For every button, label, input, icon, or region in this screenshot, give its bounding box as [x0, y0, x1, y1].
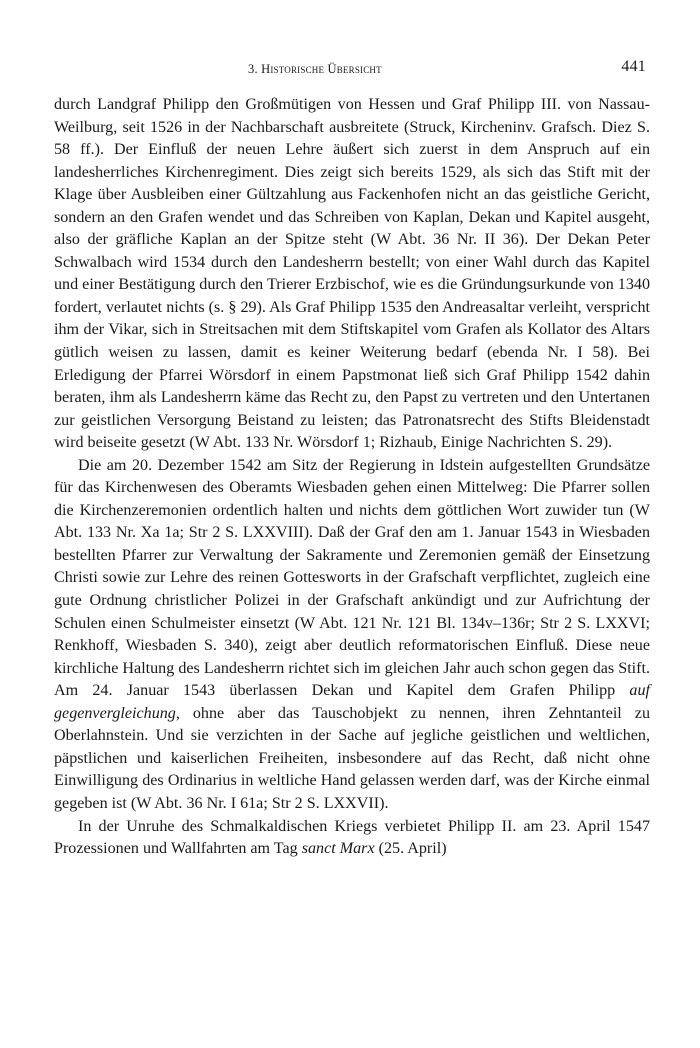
paragraph-2-italic-quote: auf gegenvergleichung: [54, 682, 650, 722]
page-number: 441: [621, 58, 646, 75]
paragraph-2-text-b: , ohne aber das Tauschobjekt zu nennen, ihren Zehntanteil zu Oberlahnstein. Und sie verzichten in der Sache auf jegliche geistlichen und weltlichen, päpstlichen und kaiserlichen Freiheiten, insbesondere auf das Recht, daß nicht ohne Einwilligung des Ordinarius in weltliche Hand gelassen werden darf, was der Kirche einmal gegeben ist (W Abt. 36 Nr. I 61a; Str 2 S. LXXVII).: [54, 704, 650, 812]
paragraph-3: [54, 816, 650, 861]
paragraph-3-text-a: In der Unruhe des Schmalkaldischen Kriegs verbietet Philipp II. am 23. April 1547 Prozessionen und Wallfahrten am Tag: [54, 817, 650, 858]
paragraph-1: durch Landgraf Philipp den Großmütigen von Hessen und Graf Philipp III. von Nassau-Weilburg, seit 1526 in der Nachbarschaft ausbreitete (Struck, Kircheninv. Grafsch. Diez S. 58 ff.). Der Einfluß der neuen Lehre äußert sich zuerst in dem Anspruch auf ein landesherrliches Kirchenregiment. Dies zeigt sich bereits 1529, als sich das Stift mit der Klage über Ausbleiben einer Gültzahlung aus Fackenhofen nicht an das geistliche Gericht, sondern an den Grafen wendet und das Schreiben von Kaplan, Dekan und Kapitel ausgeht, also der gräfliche Kaplan an der Spitze steht (W Abt. 36 Nr. II 36). Der Dekan Peter Schwalbach wird 1534 durch den Landesherrn bestellt; von einer Wahl durch das Kapitel und einer Bestätigung durch den Trierer Erzbischof, wie es die Gründungsurkunde von 1340 fordert, verlautet nichts (s. § 29). Als Graf Philipp 1535 den Andreasaltar verleiht, verspricht ihm der Vikar, sich in Streitsachen mit dem Stiftskapitel vom Grafen als Kollator des Altars gütlich weisen zu lassen, damit es keiner Weiterung bedarf (ebenda Nr. I 58). Bei Erledigung der Pfarrei Wörsdorf in einem Papstmonat ließ sich Graf Philipp 1542 dahin beraten, ihm als Landesherrn käme das Recht zu, den Papst zu vertreten und den Untertanen zur geistlichen Versorgung Beistand zu leisten; das Patronatsrecht des Stifts Bleidenstadt wird beiseite gesetzt (W Abt. 133 Nr. Wörsdorf 1; Rizhaub, Einige Nachrichten S. 29).: [54, 96, 650, 452]
paragraph-2: [54, 455, 650, 816]
running-title: 3. Historische Übersicht: [248, 62, 382, 76]
paragraph-2-text-a: Die am 20. Dezember 1542 am Sitz der Regierung in Idstein aufgestellten Grundsätze für das Kirchenwesen des Oberamts Wiesbaden gehen einen Mittelweg: Die Pfarrer sollen die Kirchenzeremonien ordentlich halten und nichts dem göttlichen Wort zuwider tun (W Abt. 133 Nr. Xa 1a; Str 2 S. LXXVIII). Daß der Graf den am 1. Januar 1543 in Wiesbaden bestellten Pfarrer zur Verwaltung der Sakramente und Zeremonien gemäß der Einsetzung Christi sowie zur Lehre des reinen Gottesworts in der Grafschaft verpflichtet, zugleich eine gute Ordnung christlicher Polizei in der Grafschaft ankündigt und zur Aufrichtung der Schulen einen Schulmeister einsetzt (W Abt. 121 Nr. 121 Bl. 134v–136r; Str 2 S. LXXVI; Renkhoff, Wiesbaden S. 340), zeigt aber deutlich reformatorischen Einfluß. Diese neue kirchliche Haltung des Landesherrn richtet sich im gleichen Jahr auch schon gegen das Stift. Am 24. Januar 1543 überlassen Dekan und Kapitel dem Grafen Philipp: [54, 456, 650, 700]
paragraph-3-text-b: (25. April): [378, 840, 447, 858]
running-head: [54, 58, 650, 86]
document-page: [54, 58, 650, 861]
paragraph-3-italic-quote: sanct Marx: [301, 840, 375, 858]
body-text: [54, 94, 650, 861]
